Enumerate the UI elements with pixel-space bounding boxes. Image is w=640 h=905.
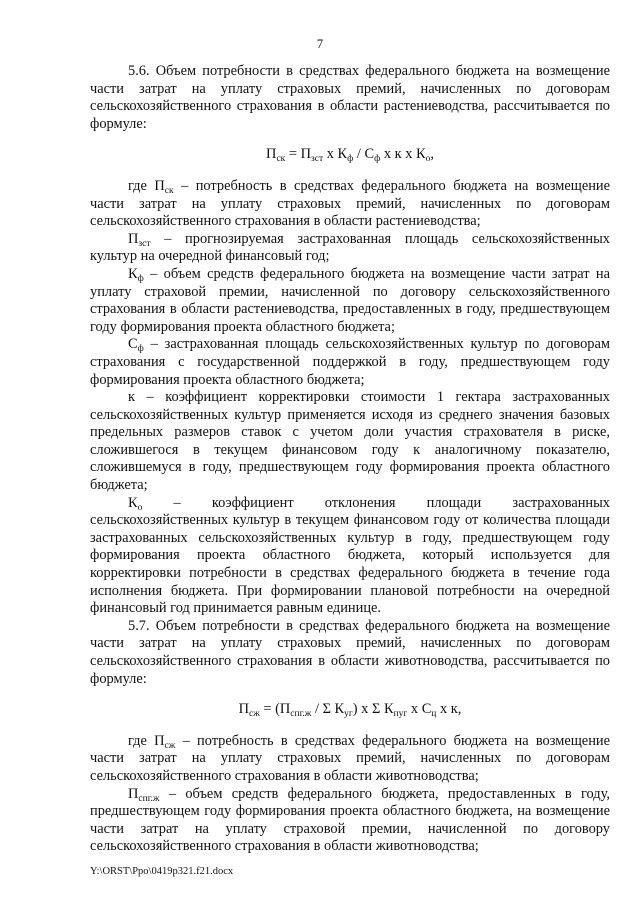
definition-psj: где $П_{сж}$ – потребность в средствах федерального бюджета на возмещение части затрат на уплату страховых премий, начисленных по договорам сельскохозяйственного страхования в области животноводства; [90,732,610,784]
file-path-footer: Y:\ORST\Ppo\0419p321.f21.docx [90,866,234,877]
formula-psk: $П_{ск} = П_{зст}$ х $К_ф / С_ф$ х к х $К_о$, [266,146,434,165]
definition-psk: где $П_{ск}$ – потребность в средствах федерального бюджета на возмещение части затрат на уплату страховых премий, начисленных по договорам сельскохозяйственного страхования в области растениеводства; [90,177,610,230]
definition-sf: $С_ф$ – застрахованная площадь сельскохозяйственных культур по договорам страхования с государственной поддержкой в году, предшествующем году формирования проекта областного бюджета; [90,336,610,388]
definition-ko: $К_о$ – коэффициент отклонения площади застрахованных сельскохозяйственных культур в текущем финансовом году от количества площади застрахованных сельскохозяйственных культур в году, предшествующем году формирования проекта областного бюджета, который используется для корректировки потребности в средствах федерального бюджета в течение года исполнения бюджета. При формировании плановой потребности на очередной финансовый год принимается равным единице. [90,494,610,617]
paragraph-5-6: 5.6. Объем потребности в средствах федерального бюджета на возмещение части затрат на уплату страховых премий, начисленных по договорам сельскохозяйственного страхования в области растениеводства, рассчитывается по формуле: [90,63,610,132]
definition-k: к – коэффициент корректировки стоимости 1 гектара застрахованных сельскохозяйственных культур применяется исходя из среднего значения базовых предельных размеров ставок с учетом доли участия страхователя в риске, сложившегося в текущем финансовом году к аналогичному показателю, сложившемуся в году, предшествующем году формирования проекта областного бюджета; [90,389,610,494]
page-number: 7 [316,37,324,51]
paragraph-5-7: 5.7. Объем потребности в средствах федерального бюджета на возмещение части затрат на уплату страховых премий, начисленных по договорам сельскохозяйственного страхования в области животноводства, рассчитывается по формуле: [90,617,610,687]
definition-pzst: $П_{зст}$ – прогнозируемая застрахованная площадь сельскохозяйственных культур на очередной финансовый год; [90,230,610,265]
formula-psj: $П_{сж} = (П_{спг.ж} / \Sigma$ $К_{уг}$) х Σ $К_{пуг}$ х $С_ц$ х к, [238,701,462,720]
definition-kf: $К_ф$ – объем средств федерального бюджета на возмещение части затрат на уплату страховой премии, начисленной по договору сельскохозяйственного страхования в области растениеводства, предоставленных в году, предшествующем году формирования проекта областного бюджета; [90,265,610,335]
document-body [90,63,610,856]
definition-pspg: $П_{спг.ж}$ – объем средств федерального бюджета, предоставленных в году, предшествующем году формирования проекта областного бюджета, на возмещение части затрат на уплату страховой премии, начисленной по договору сельскохозяйственного страхования в области животноводства; [90,785,610,855]
